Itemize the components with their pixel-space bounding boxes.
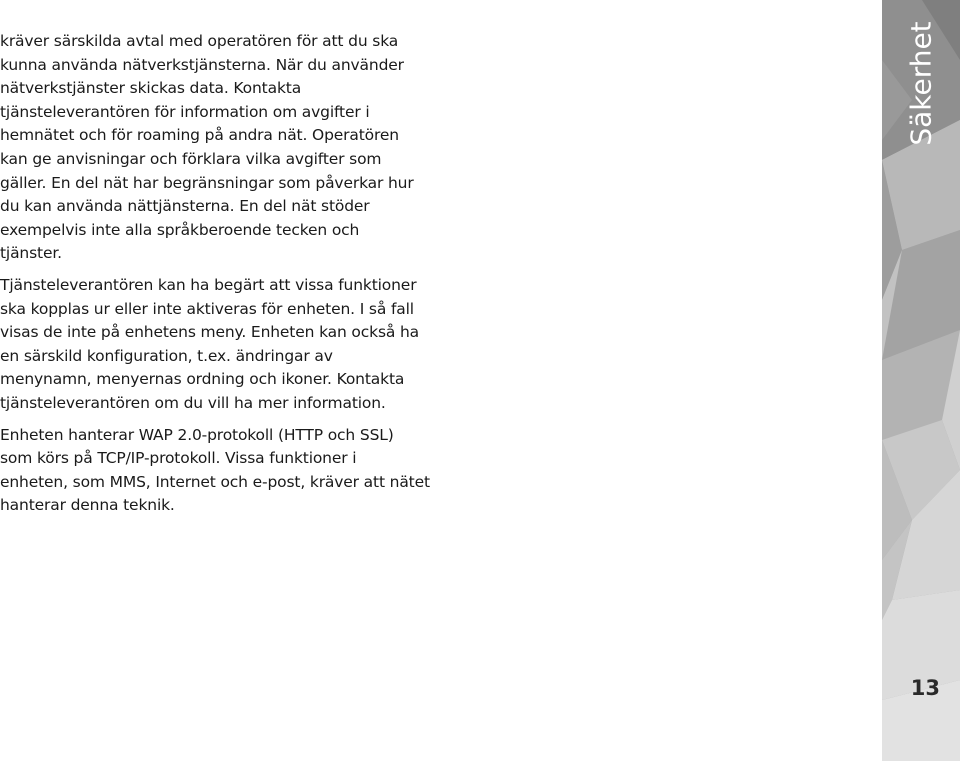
body-text [0,30,440,518]
paragraph: Tjänsteleverantören kan ha begärt att vissa funktioner ska kopplas ur eller inte aktiveras för enheten. I så fall visas de inte på enhetens meny. Enheten kan också ha en särskild konfiguration, t.ex. ändringar av menynamn, menyernas ordning och ikoner. Kontakta tjänsteleverantören om du vill ha mer information. [0,275,420,412]
page-number: 13 [910,676,940,700]
paragraph: kräver särskilda avtal med operatören för att du ska kunna använda nätverkstjänsterna. När du använder nätverkstjänster skickas data. Kontakta tjänsteleverantören för information om avgifter i hemnätet och för roaming på andra nät. Operatören kan ge anvisningar och förklara vilka avgifter som gäller. En del nät har begränsningar som påverkar hur du kan använda nättjänsterna. En del nät stöder exempelvis inte alla språkberoende tecken och tjänster. [0,32,414,263]
paragraph: Enheten hanterar WAP 2.0-protokoll (HTTP och SSL) som körs på TCP/IP-protokoll. Vissa funktioner i enheten, som MMS, Internet och e-post, kräver att nätet hanterar denna teknik. [0,425,430,515]
section-sidebar [882,0,960,761]
section-title-text: Säkerhet [904,20,938,146]
section-title [896,8,946,158]
